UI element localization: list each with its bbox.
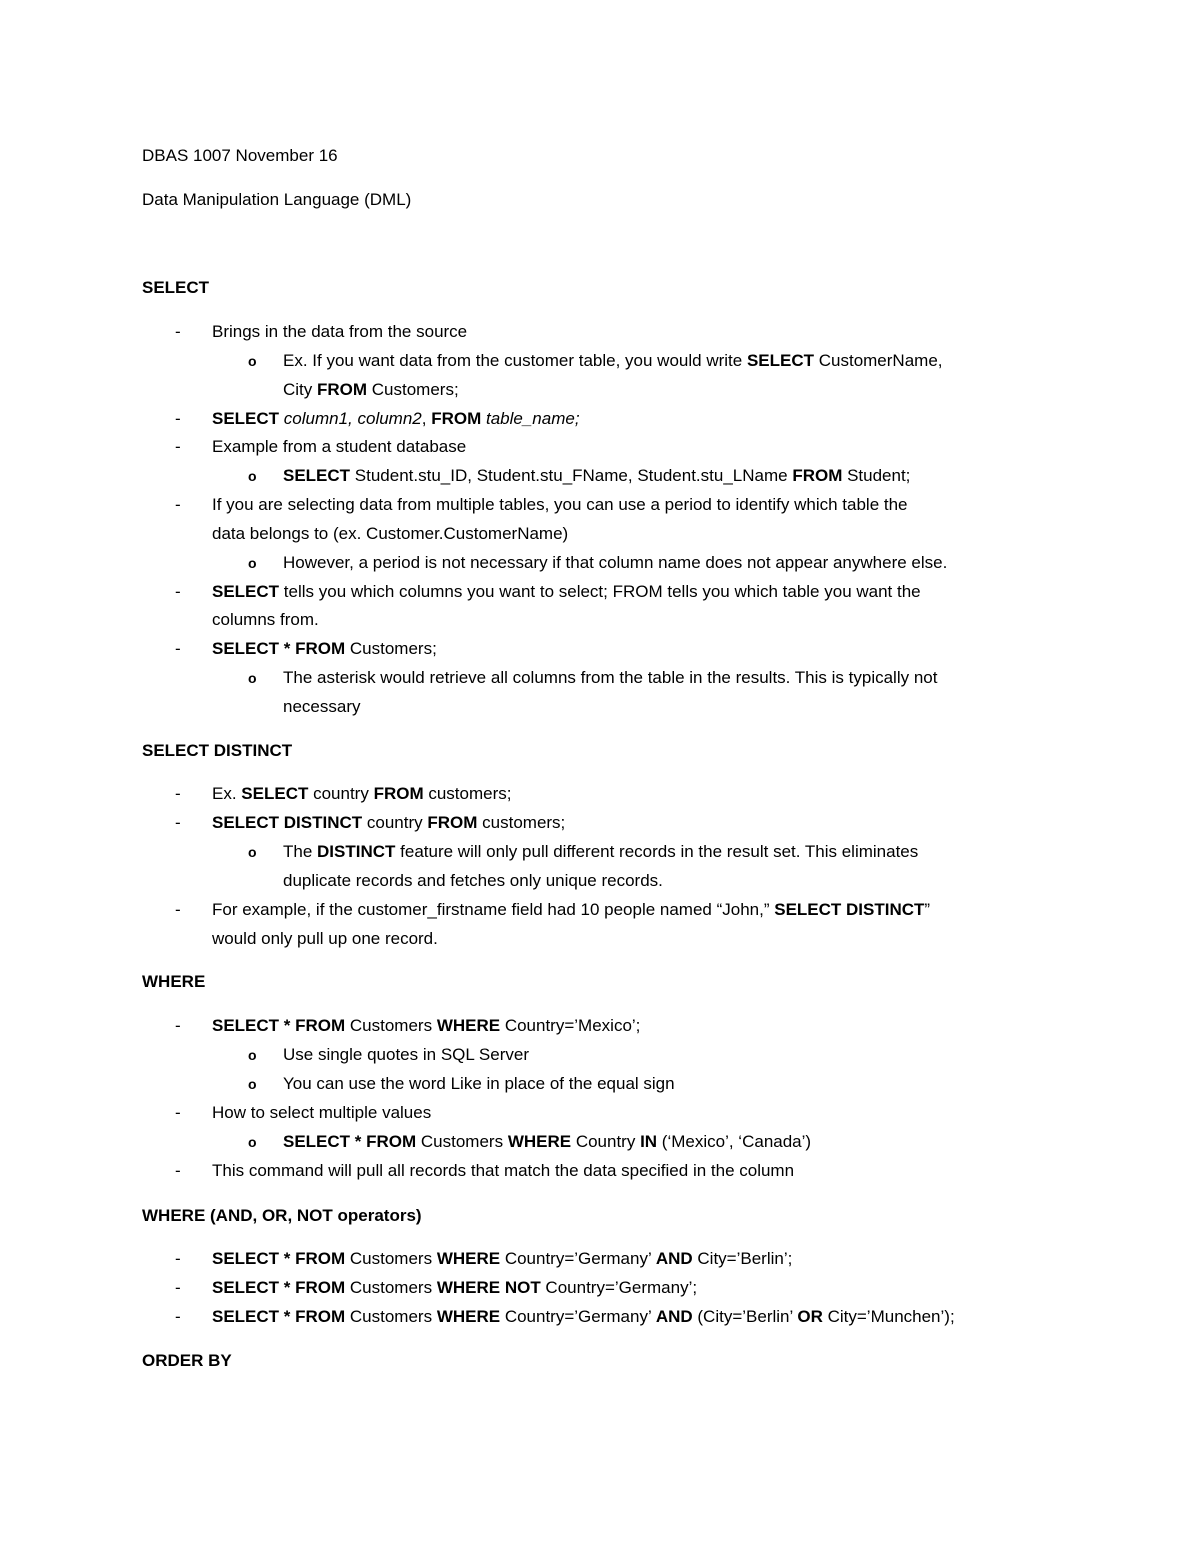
list-item: This command will pull all records that match the data specified in the column (212, 1161, 795, 1180)
bullet-marker: o (248, 1134, 257, 1150)
bullet-marker: o (248, 555, 257, 571)
dash-marker: - (175, 1161, 181, 1180)
list-item: Brings in the data from the source (212, 322, 468, 341)
bullet-marker: o (248, 353, 257, 369)
list-subitem: The DISTINCT feature will only pull different records in the result set. This eliminates (283, 842, 919, 861)
list-item: SELECT * FROM Customers WHERE Country=’Mexico’; (212, 1016, 641, 1035)
bullet-marker: o (248, 468, 257, 484)
list-item-continued: columns from. (212, 610, 319, 629)
section-heading-select: SELECT (142, 278, 210, 297)
section-heading-select-distinct: SELECT DISTINCT (142, 741, 293, 760)
bullet-marker: o (248, 670, 257, 686)
dash-marker: - (175, 437, 181, 456)
list-subitem-continued: duplicate records and fetches only unique records. (283, 871, 663, 890)
list-subitem: SELECT Student.stu_ID, Student.stu_FName, Student.stu_LName FROM Student; (283, 466, 911, 485)
dash-marker: - (175, 1249, 181, 1268)
list-item-continued: data belongs to (ex. Customer.CustomerName) (212, 524, 569, 543)
bullet-marker: o (248, 1076, 257, 1092)
dash-marker: - (175, 495, 181, 514)
list-subitem: However, a period is not necessary if that column name does not appear anywhere else. (283, 553, 948, 572)
section-heading-where-operators: WHERE (AND, OR, NOT operators) (142, 1206, 422, 1225)
list-item: SELECT * FROM Customers WHERE Country=’Germany’ AND (City=’Berlin’ OR City=’Munchen’); (212, 1307, 955, 1326)
course-line: DBAS 1007 November 16 (142, 146, 338, 165)
list-item: SELECT DISTINCT country FROM customers; (212, 813, 566, 832)
dash-marker: - (175, 1307, 181, 1326)
bullet-marker: o (248, 844, 257, 860)
list-item: SELECT tells you which columns you want to select; FROM tells you which table you want the (212, 582, 921, 601)
list-item: SELECT * FROM Customers; (212, 639, 437, 658)
dash-marker: - (175, 1016, 181, 1035)
section-heading-order-by: ORDER BY (142, 1351, 232, 1370)
list-subitem-continued: necessary (283, 697, 361, 716)
dash-marker: - (175, 900, 181, 919)
list-subitem: Use single quotes in SQL Server (283, 1045, 529, 1064)
list-subitem: You can use the word Like in place of the equal sign (283, 1074, 675, 1093)
list-item: SELECT column1, column2, FROM table_name; (212, 409, 580, 428)
dash-marker: - (175, 1103, 181, 1122)
section-heading-where: WHERE (142, 972, 206, 991)
dash-marker: - (175, 784, 181, 803)
document-subtitle: Data Manipulation Language (DML) (142, 190, 412, 209)
list-item: SELECT * FROM Customers WHERE Country=’Germany’ AND City=’Berlin’; (212, 1249, 793, 1268)
list-subitem-continued: City FROM Customers; (283, 380, 459, 399)
list-subitem: Ex. If you want data from the customer table, you would write SELECT CustomerName, (283, 351, 943, 370)
list-item: For example, if the customer_firstname field had 10 people named “John,” SELECT DISTINCT” (212, 900, 931, 919)
dash-marker: - (175, 582, 181, 601)
dash-marker: - (175, 813, 181, 832)
list-item-continued: would only pull up one record. (212, 929, 438, 948)
bullet-marker: o (248, 1047, 257, 1063)
list-item: How to select multiple values (212, 1103, 432, 1122)
dash-marker: - (175, 639, 181, 658)
dash-marker: - (175, 409, 181, 428)
list-item: Ex. SELECT country FROM customers; (212, 784, 512, 803)
list-item: Example from a student database (212, 437, 467, 456)
list-item: SELECT * FROM Customers WHERE NOT Country=’Germany’; (212, 1278, 698, 1297)
list-subitem: SELECT * FROM Customers WHERE Country IN (‘Mexico’, ‘Canada’) (283, 1132, 812, 1151)
list-item: If you are selecting data from multiple tables, you can use a period to identify which table the (212, 495, 908, 514)
list-subitem: The asterisk would retrieve all columns from the table in the results. This is typically not (283, 668, 938, 687)
dash-marker: - (175, 322, 181, 341)
dash-marker: - (175, 1278, 181, 1297)
